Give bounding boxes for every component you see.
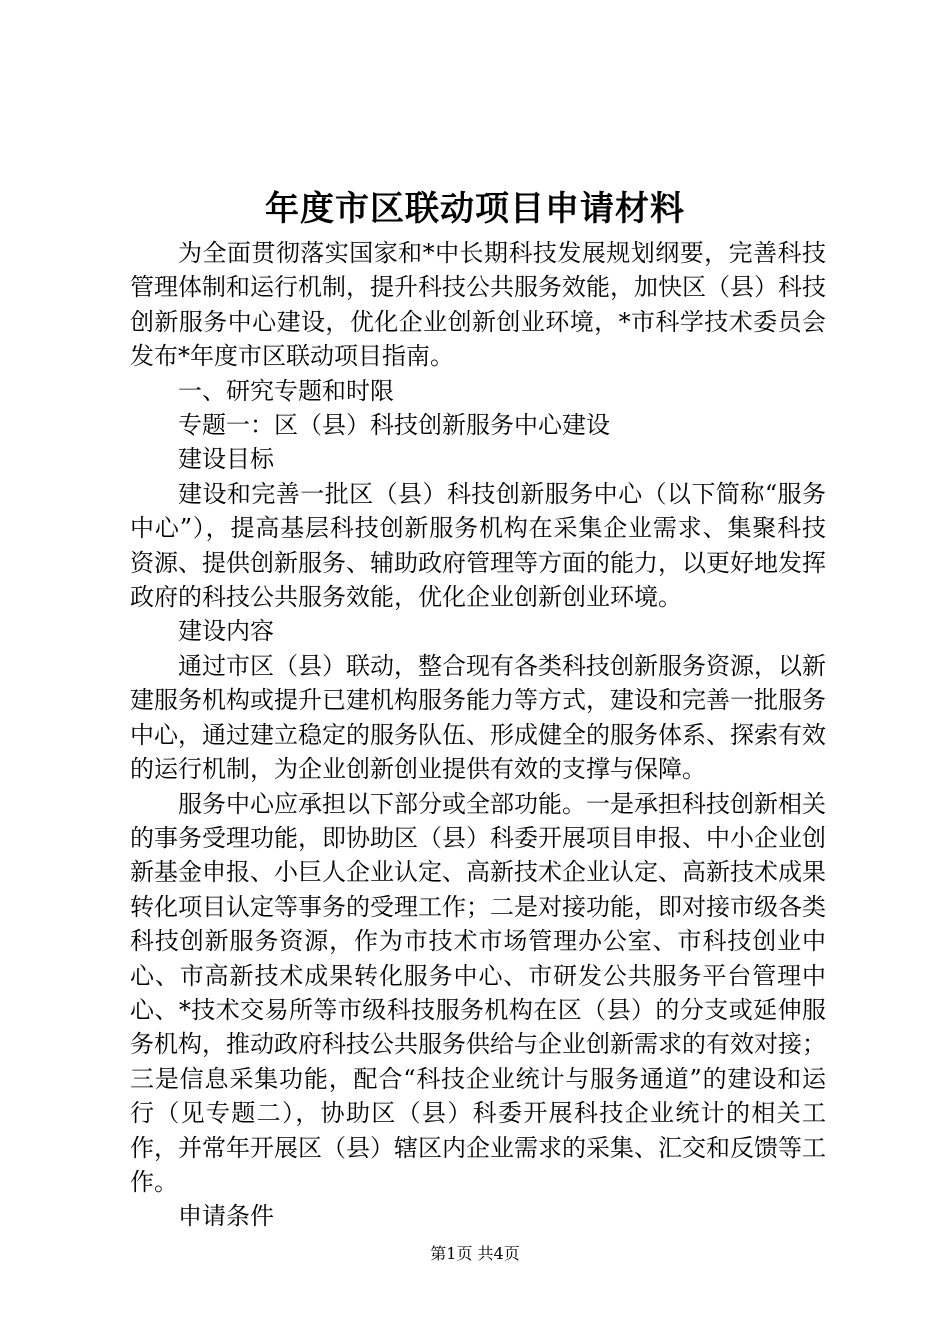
document-body xyxy=(130,236,826,1234)
paragraph-content: 通过市区（县）联动，整合现有各类科技创新服务资源，以新建服务机构或提升已建机构服务能力等方式，建设和完善一批服务中心，通过建立稳定的服务队伍、形成健全的服务体系、探索有效的运行机制，为企业创新创业提供有效的支撑与保障。 xyxy=(130,651,826,784)
topic-heading: 专题一：区（县）科技创新服务中心建设 xyxy=(178,411,610,440)
subheading-content: 建设内容 xyxy=(178,617,274,646)
paragraph-goal: 建设和完善一批区（县）科技创新服务中心（以下简称“服务中心”），提高基层科技创新服务机构在采集企业需求、集聚科技资源、提供创新服务、辅助政府管理等方面的能力，以更好地发挥政府的科技公共服务效能，优化企业创新创业环境。 xyxy=(130,479,826,612)
paragraph-functions: 服务中心应承担以下部分或全部功能。一是承担科技创新相关的事务受理功能，即协助区（县）科委开展项目申报、中小企业创新基金申报、小巨人企业认定、高新技术企业认定、高新技术成果转化项目认定等事务的受理工作；二是对接功能，即对接市级各类科技创新服务资源，作为市技术市场管理办公室、市科技创业中心、市高新技术成果转化服务中心、市研发公共服务平台管理中心、*技术交易所等市级科技服务机构在区（县）的分支或延伸服务机构，推动政府科技公共服务供给与企业创新需求的有效对接；三是信息采集功能，配合“科技企业统计与服务通道”的建设和运行（见专题二），协助区（县）科委开展科技企业统计的相关工作，并常年开展区（县）辖区内企业需求的采集、汇交和反馈等工作。 xyxy=(130,789,826,1196)
subheading-conditions: 申请条件 xyxy=(178,1202,274,1231)
section-heading: 一、研究专题和时限 xyxy=(178,376,394,405)
document-title: 年度市区联动项目申请材料 xyxy=(265,189,685,229)
subheading-goal: 建设目标 xyxy=(178,445,274,474)
paragraph-intro: 为全面贯彻落实国家和*中长期科技发展规划纲要，完善科技管理体制和运行机制，提升科技公共服务效能，加快区（县）科技创新服务中心建设，优化企业创新创业环境，*市科学技术委员会发布*年度市区联动项目指南。 xyxy=(130,239,826,371)
page-footer: 第1页 共4页 xyxy=(430,1244,520,1263)
